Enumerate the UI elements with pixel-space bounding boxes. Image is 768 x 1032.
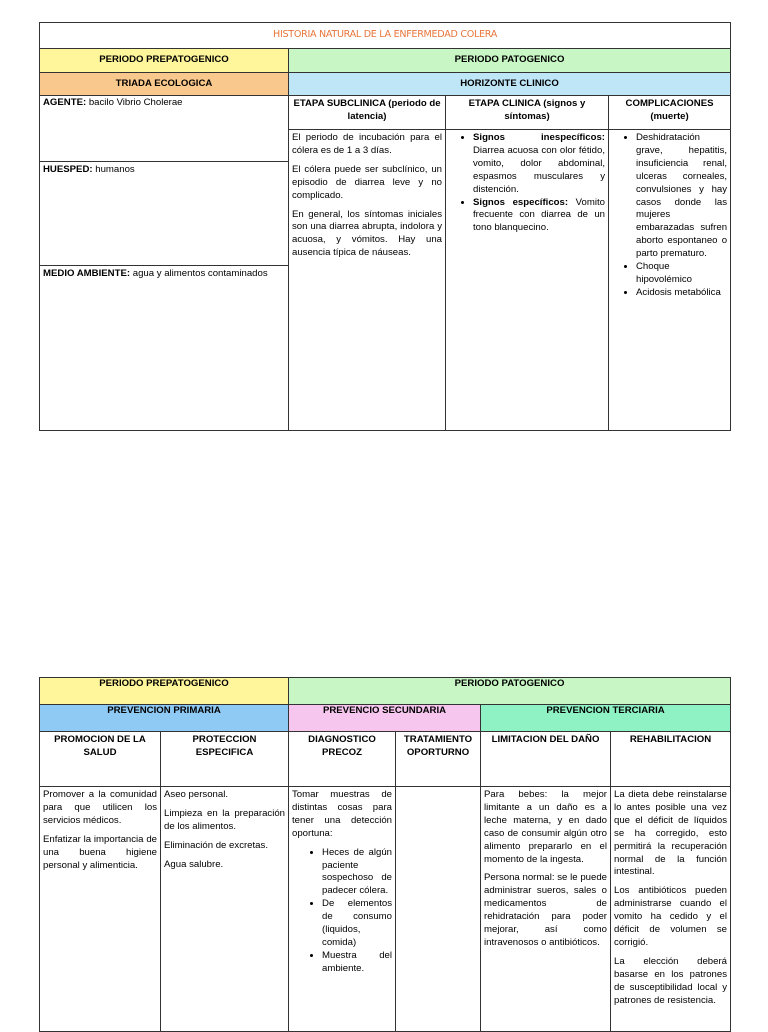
early-diagnosis-content <box>289 787 396 1032</box>
clinical-stage-content <box>446 130 609 431</box>
health-promotion-header: PROMOCION DE LA SALUD <box>40 732 161 787</box>
complications-content <box>609 130 731 431</box>
protection-paragraph: Eliminación de excretas. <box>164 839 268 851</box>
promotion-paragraph: Promover a la comunidad para que utilicen los servicios médicos. <box>43 789 157 826</box>
list-item: • Muestra del ambiente. <box>322 950 392 976</box>
primary-prevention-header: PREVENCION PRIMARIA <box>40 705 289 732</box>
limitation-paragraph: Persona normal: se le puede administrar sueros, sales o medicamentos de rehidratación para poder mejorar, así como intravenosos o antibióticos. <box>484 872 608 948</box>
agent-value: bacilo Vibrio Cholerae <box>86 97 183 108</box>
damage-limitation-header: LIMITACION DEL DAÑO <box>481 732 611 787</box>
rehabilitation-paragraph: Los antibióticos pueden administrarse cuando el vomito ha cedido y el déficit de volumen se corrigió. <box>614 885 728 948</box>
subclinical-paragraph: En general, los síntomas iniciales son una diarrea abrupta, indolora y acuosa, y vómitos. Hay una ausencia típica de náuseas. <box>292 208 442 259</box>
specific-protection-content <box>161 787 289 1032</box>
nonspecific-signs-text: Diarrea acuosa con olor fétido, vomito, dolor abdominal, espasmos musculares y distención. <box>473 144 605 195</box>
host-label: HUESPED: <box>43 164 93 175</box>
list-item: • Choque hipovolémico <box>636 261 727 287</box>
promotion-paragraph: Enfatizar la importancia de una buena higiene personal y alimenticia. <box>43 833 157 871</box>
list-item: • Acidosis metabólica <box>636 287 727 300</box>
timely-treatment-content <box>396 787 481 1032</box>
list-item <box>473 132 605 197</box>
protection-paragraph: Limpieza en la preparación de los alimentos. <box>164 807 286 832</box>
clinical-horizon-header: HORIZONTE CLINICO <box>289 73 731 96</box>
rehabilitation-header: REHABILITACION <box>611 732 731 787</box>
prevention-table <box>39 677 731 1032</box>
prepathogenic-period-header: PERIODO PREPATOGENICO <box>40 49 289 73</box>
subclinical-paragraph: El periodo de incubación para el cólera es de 1 a 3 días. <box>292 132 442 156</box>
host-value: humanos <box>92 164 135 175</box>
protection-paragraph: Aseo personal. <box>164 789 228 800</box>
host-cell <box>40 162 289 266</box>
damage-limitation-content <box>481 787 611 1032</box>
list-item: • Heces de algún paciente sospechoso de padecer cólera. <box>322 847 392 899</box>
pathogenic-period-header: PERIODO PATOGENICO <box>289 678 731 705</box>
subclinical-stage-header: ETAPA SUBCLINICA (periodo de latencia) <box>289 96 446 130</box>
rehabilitation-content <box>611 787 731 1032</box>
protection-paragraph: Agua salubre. <box>164 858 224 870</box>
tertiary-prevention-header: PREVENCION TERCIARIA <box>481 705 731 732</box>
list-item: • Deshidratación grave, hepatitis, insuficiencia renal, ulceras corneales, convulsiones y hay casos donde las mujeres embarazadas sufren aborto espontaneo o parto prematuro. <box>636 132 727 261</box>
early-diagnosis-header: DIAGNOSTICO PRECOZ <box>289 732 396 787</box>
specific-signs-text: Vomito frecuente con diarrea de un tono blanquecino. <box>473 196 605 234</box>
ecological-triad-header: TRIADA ECOLOGICA <box>40 73 289 96</box>
pathogenic-period-header: PERIODO PATOGENICO <box>289 49 731 73</box>
limitation-paragraph: Para bebes: la mejor limitante a un daño es a leche materna, y en dado caso de consumir algún otro alimento prepararlo en el momento de la ingesta. <box>484 789 608 865</box>
environment-label: MEDIO AMBIENTE: <box>43 268 131 279</box>
subclinical-stage-content <box>289 130 446 431</box>
subclinical-paragraph: El cólera puede ser subclínico, un episodio de diarrea leve y no complicado. <box>292 163 442 201</box>
page-title: HISTORIA NATURAL DE LA ENFERMEDAD COLERA <box>40 23 731 49</box>
timely-treatment-header: TRATAMIENTO OPORTURNO <box>396 732 481 787</box>
clinical-stage-header: ETAPA CLINICA (signos y síntomas) <box>446 96 609 130</box>
list-item <box>473 197 605 236</box>
list-item: • De elementos de consumo (liquidos, comida) <box>322 898 392 950</box>
rehabilitation-paragraph: La elección deberá basarse en los patrones de susceptibilidad local y patrones de resistencia. <box>614 955 728 1006</box>
environment-value: agua y alimentos contaminados <box>130 268 268 279</box>
nonspecific-signs-label: Signos inespecíficos: <box>473 132 605 143</box>
rehabilitation-paragraph: La dieta debe reinstalarse lo antes posible una vez que el déficit de líquidos se ha corregido, esto permitirá la recuperación normal de la función intestinal. <box>614 789 728 878</box>
specific-signs-label: Signos específicos: <box>473 196 569 208</box>
agent-cell <box>40 96 289 162</box>
secondary-prevention-header: PREVENCIO SECUNDARIA <box>289 705 481 732</box>
agent-label: AGENTE: <box>43 97 87 108</box>
environment-cell <box>40 266 289 431</box>
complications-header: COMPLICACIONES (muerte) <box>609 96 731 130</box>
prepathogenic-period-header: PERIODO PREPATOGENICO <box>40 678 289 705</box>
specific-protection-header: PROTECCION ESPECIFICA <box>161 732 289 787</box>
natural-history-table <box>39 22 731 431</box>
health-promotion-content <box>40 787 161 1032</box>
diagnosis-paragraph: Tomar muestras de distintas cosas para tener una detección oportuna: <box>292 789 393 839</box>
